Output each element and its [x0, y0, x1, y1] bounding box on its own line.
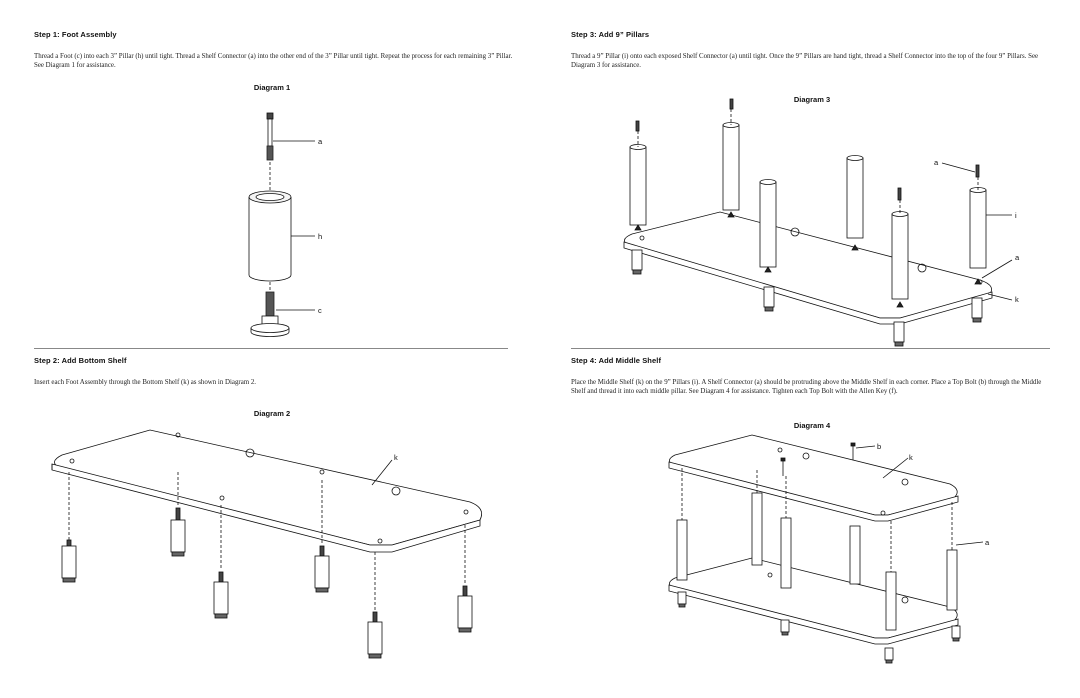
step3-heading: Step 3: Add 9” Pillars	[571, 30, 650, 39]
diagram4-title: Diagram 4	[793, 421, 831, 430]
diagram2-title: Diagram 2	[253, 409, 291, 418]
label-a: a	[318, 137, 323, 146]
bottom-shelf-part	[669, 558, 958, 644]
step3-text: Thread a 9” Pillar (i) onto each exposed Shelf Connector (a) until tight. Once the 9” Pillars are hand tight, thread a Shelf Connector into the top of the four 9” Pillars. See Diagram 3 for assistance.	[571, 53, 1039, 69]
label-k: k	[1015, 295, 1019, 304]
label-k: k	[909, 453, 913, 462]
step1-heading: Step 1: Foot Assembly	[34, 30, 117, 39]
step4-text: Place the Middle Shelf (k) on the 9” Pillars (i). A Shelf Connector (a) should be protruding above the Middle Shelf in each corner. Place a Top Bolt (b) through the Middle Shelf and thread it into each middle pillar. See Diagram 4 for assistance. Tighten each Top Bolt with the Allen Key (f).	[571, 379, 1042, 395]
step1-text: Thread a Foot (c) into each 3” Pillar (h) until tight. Thread a Shelf Connector (a) into the other end of the 3” Pillar until tight. Repeat the process for each remaining 3” Pillar. See Diagram 1 for assistance.	[34, 53, 513, 69]
label-a-top: a	[934, 158, 939, 167]
label-h: h	[318, 232, 323, 241]
label-i: i	[1015, 211, 1017, 220]
diagram3-title: Diagram 3	[793, 95, 831, 104]
step4-heading: Step 4: Add Middle Shelf	[571, 356, 662, 365]
label-c: c	[318, 306, 322, 315]
label-a: a	[985, 538, 990, 547]
label-a-bottom: a	[1015, 253, 1020, 262]
label-b: b	[877, 442, 882, 451]
step2-heading: Step 2: Add Bottom Shelf	[34, 356, 127, 365]
label-k: k	[394, 453, 398, 462]
diagram1-title: Diagram 1	[253, 83, 291, 92]
step2-text: Insert each Foot Assembly through the Bottom Shelf (k) as shown in Diagram 2.	[34, 379, 257, 386]
middle-shelf-part	[669, 435, 958, 521]
